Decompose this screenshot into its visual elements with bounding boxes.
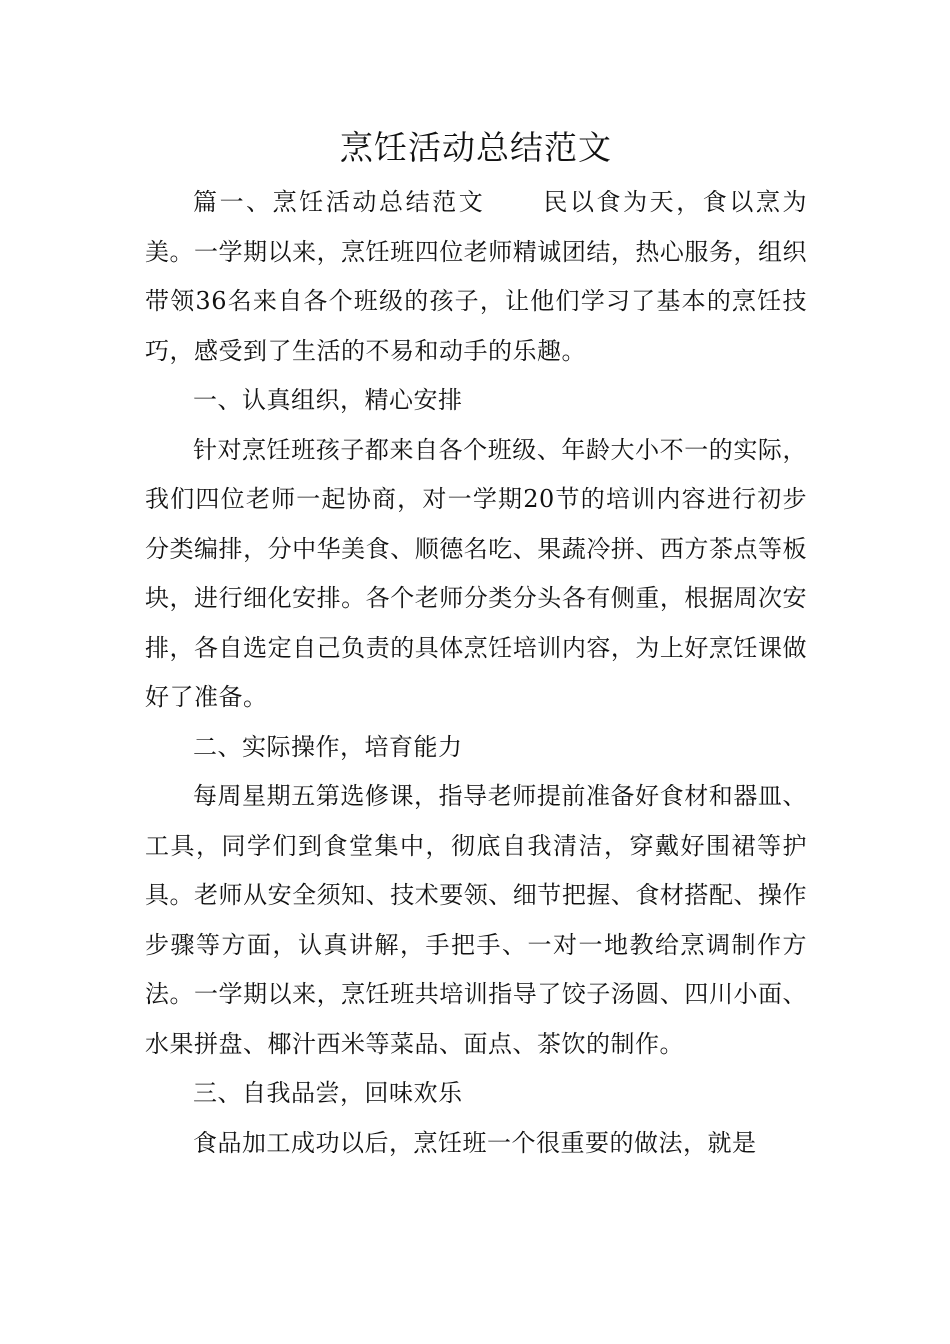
section-3-body: 食品加工成功以后，烹饪班一个很重要的做法，就是 (193, 1128, 757, 1157)
section-1-heading: 一、认真组织，精心安排 (193, 386, 463, 414)
intro-label: 篇一、烹饪活动总结范文 (193, 188, 486, 216)
section-3-heading: 三、自我品尝，回味欢乐 (193, 1079, 463, 1107)
section-2-body: 每周星期五第选修课，指导老师提前准备好食材和器皿、工具，同学们到食堂集中，彻底自我清洁，穿戴好围裙等护具。老师从安全须知、技术要领、细节把握、食材搭配、操作步骤等方面，认真讲解，手把手、一对一地教给烹调制作方法。一学期以来，烹饪班共培训指导了饺子汤圆、四川小面、水果拼盘、椰汁西米等菜品、面点、茶饮的制作。 (145, 782, 807, 1058)
document-page (145, 118, 807, 1168)
intro-text: 民以食为天，食以烹为美。一学期以来，烹饪班四位老师精诚团结，热心服务，组织带领36名来自各个班级的孩子，让他们学习了基本的烹饪技巧，感受到了生活的不易和动手的乐趣。 (145, 188, 808, 365)
section-1-body: 针对烹饪班孩子都来自各个班级、年龄大小不一的实际，我们四位老师一起协商，对一学期20节的培训内容进行初步分类编排，分中华美食、顺德名吃、果蔬冷拼、西方茶点等板块，进行细化安排。各个老师分类分头各有侧重，根据周次安排，各自选定自己负责的具体烹饪培训内容，为上好烹饪课做好了准备。 (145, 435, 807, 711)
section-2-heading: 二、实际操作，培育能力 (193, 732, 463, 761)
document-title: 烹饪活动总结范文 (340, 128, 612, 167)
intro-paragraph (145, 178, 807, 376)
